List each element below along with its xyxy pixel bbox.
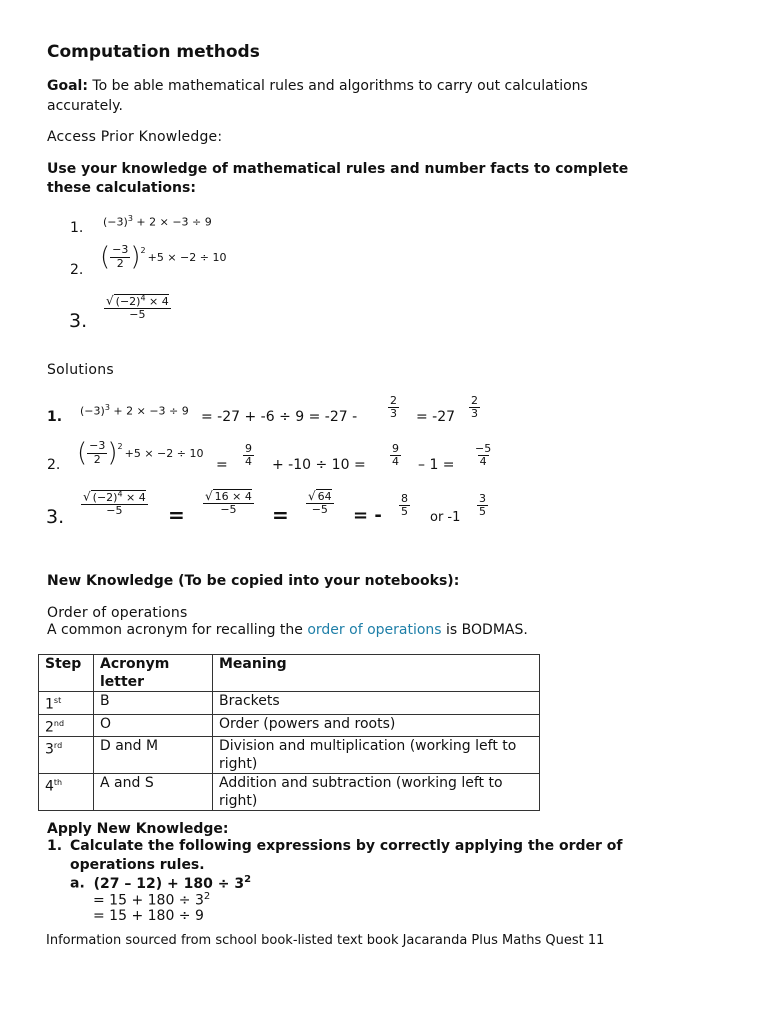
goal-line [47, 78, 588, 94]
footer-source: Information sourced from school book-listed text book Jacaranda Plus Maths Quest 11 [46, 933, 605, 948]
row-letter: A and S [94, 774, 213, 811]
solution-3-r3: 64 [317, 490, 332, 503]
solution-1-base: (−3) [80, 404, 105, 418]
header-step: Step [39, 655, 94, 692]
problem-2-number: 2. [70, 262, 84, 278]
problem-3-radrest: × 4 [145, 294, 169, 308]
solution-1-eq: = -27 + -6 ÷ 9 = -27 - [201, 409, 358, 425]
apply-item-1-number: 1. [47, 838, 63, 854]
solution-3-fraction-1 [81, 490, 148, 517]
solution-3-eq3: = - [353, 505, 382, 526]
goal-text-1: To be able mathematical rules and algorithms to carry out calculations [92, 78, 588, 94]
goal-label: Goal: [47, 78, 88, 94]
row-step: 2nd [39, 714, 94, 737]
problem-1-exp: 3 [127, 214, 133, 223]
apply-a [70, 874, 251, 892]
apply-a-sup: 2 [244, 874, 252, 885]
solution-3-or: or -1 [430, 510, 461, 525]
sqrt-icon: √ [308, 489, 316, 503]
solution-2-expression [77, 440, 203, 466]
solution-2-exp: 2 [117, 442, 123, 451]
solution-1-f1n: 2 [390, 394, 397, 407]
apply-step-1-text: = 15 + 180 ÷ 3 [93, 892, 204, 909]
sqrt-icon: √ [106, 293, 114, 308]
bodmas-table [38, 654, 540, 811]
solution-3-eq-a: = [168, 503, 185, 527]
instruction-line-2: these calculations: [47, 180, 196, 196]
table-header-row [39, 655, 540, 692]
row-meaning: Division and multiplication (working left to right) [213, 737, 540, 774]
solution-3-frac-2 [203, 490, 254, 516]
problem-1-rest: + 2 × −3 ÷ 9 [136, 215, 212, 229]
solution-2-number: 2. [47, 457, 61, 473]
table-row [39, 714, 540, 737]
table-row [39, 737, 540, 774]
solution-2-num: −3 [89, 439, 106, 453]
sqrt-icon: √ [205, 489, 213, 503]
row-letter: O [94, 714, 213, 737]
solution-3-f2n: 3 [479, 492, 486, 505]
solution-3-frac-5 [477, 493, 488, 518]
row-meaning: Brackets [213, 692, 540, 715]
solution-3-f1d: 5 [401, 505, 408, 519]
problem-2-rest: +5 × −2 ÷ 10 [147, 250, 227, 264]
goal-text-2: accurately. [47, 98, 123, 114]
problem-2-exp: 2 [140, 246, 146, 255]
solution-3-f1n: 8 [401, 492, 408, 505]
solution-2-f1d: 4 [245, 455, 252, 469]
row-letter: B [94, 692, 213, 715]
solution-1-f2n: 2 [471, 394, 478, 407]
solution-3-f2d: 5 [479, 505, 486, 519]
problem-2-fraction [110, 244, 130, 269]
solution-3-radrest: × 4 [122, 490, 146, 504]
problem-3-number: 3. [69, 310, 88, 332]
solution-1-f1d: 3 [390, 407, 397, 421]
header-meaning: Meaning [213, 655, 540, 692]
instruction-line-1: Use your knowledge of mathematical rules and number facts to complete [47, 161, 629, 177]
solution-2-f2d: 4 [392, 455, 399, 469]
table-row [39, 774, 540, 811]
apply-a-expr: (27 – 12) + 180 ÷ 3 [93, 875, 245, 892]
solution-2-eq3: – 1 = [418, 457, 455, 473]
sqrt-icon: √ [83, 489, 91, 504]
new-knowledge-heading: New Knowledge (To be copied into your notebooks): [47, 573, 460, 589]
row-meaning: Order (powers and roots) [213, 714, 540, 737]
solution-1-frac-1 [388, 395, 399, 420]
row-step: 3rd [39, 737, 94, 774]
solution-1-eq2: = -27 [416, 409, 456, 425]
problem-3-num [104, 294, 171, 309]
solution-1-exp: 3 [104, 403, 110, 412]
solutions-heading: Solutions [47, 362, 115, 378]
solution-3-d3: −5 [311, 503, 328, 517]
open-paren: ( [100, 242, 111, 272]
solution-3-r2: 16 × 4 [214, 490, 252, 503]
solution-3-fraction-2 [203, 490, 254, 516]
apply-item-1-line-1: Calculate the following expressions by correctly applying the order of [70, 838, 623, 854]
header-acronym: Acronym letter [94, 655, 213, 692]
table-row [39, 692, 540, 715]
solution-3-rad: (−2) [92, 490, 118, 504]
solution-3-num-3 [306, 490, 334, 504]
problem-3-rad: (−2) [115, 294, 141, 308]
solution-2-rest: +5 × −2 ÷ 10 [124, 446, 204, 460]
problem-3-den: −5 [129, 307, 146, 321]
solution-3-number: 3. [46, 506, 65, 528]
close-paren: ) [107, 438, 118, 468]
solution-3-den-1: −5 [106, 503, 123, 517]
acronym-line [47, 622, 528, 638]
solution-3-exp: 4 [117, 489, 123, 498]
solution-3-num-2 [203, 490, 254, 504]
acronym-pre: A common acronym for recalling the [47, 622, 308, 638]
open-paren: ( [77, 438, 88, 468]
apply-a-label: a. [70, 875, 85, 892]
row-step: 4th [39, 774, 94, 811]
solution-2-f3n: −5 [475, 442, 492, 455]
solution-2-frac-1 [243, 443, 254, 468]
solution-1-number: 1. [47, 409, 63, 425]
solution-1-f2d: 3 [471, 407, 478, 421]
solution-1-rest: + 2 × −3 ÷ 9 [113, 404, 189, 418]
solution-3-num-1 [81, 490, 148, 505]
solution-3-frac-4 [399, 493, 410, 518]
problem-3-exp: 4 [140, 293, 146, 302]
problem-2-num: −3 [112, 243, 129, 257]
solution-3-expression [81, 490, 148, 517]
problem-2-den: 2 [116, 256, 124, 270]
solution-2-eq2: + -10 ÷ 10 = [272, 457, 366, 473]
solution-2-frac-2 [390, 443, 401, 468]
problem-3-expression [104, 294, 171, 321]
row-meaning: Addition and subtraction (working left to right) [213, 774, 540, 811]
page-title: Computation methods [47, 42, 260, 62]
row-step: 1st [39, 692, 94, 715]
apply-step-1-sup: 2 [203, 891, 211, 902]
problem-1-expression [103, 214, 212, 229]
apply-heading: Apply New Knowledge: [47, 821, 229, 837]
solution-2-eq: = [216, 457, 228, 473]
solution-3-frac-3 [306, 490, 334, 516]
apply-step-2: = 15 + 180 ÷ 9 [93, 908, 204, 924]
order-of-operations-link[interactable]: order of operations [307, 622, 442, 638]
problem-1-number: 1. [70, 220, 84, 236]
solution-2-den: 2 [93, 452, 101, 466]
apply-step-1 [93, 891, 210, 909]
solution-3-eq-b: = [272, 503, 289, 527]
solution-3-fraction-3 [306, 490, 334, 516]
solution-2-fraction [87, 440, 107, 465]
solution-3-d2: −5 [220, 503, 237, 517]
close-paren: ) [130, 242, 141, 272]
acronym-post: is BODMAS. [441, 622, 528, 638]
solution-2-f3d: 4 [479, 455, 487, 469]
solution-2-f1n: 9 [245, 442, 252, 455]
problem-1-base: (−3) [103, 215, 128, 229]
problem-2-expression [100, 244, 226, 270]
apply-item-1-line-2: operations rules. [70, 857, 205, 873]
problem-3-fraction [104, 294, 171, 321]
solution-2-f2n: 9 [392, 442, 399, 455]
solution-1-expression [80, 403, 189, 418]
row-letter: D and M [94, 737, 213, 774]
order-heading: Order of operations [47, 605, 188, 621]
access-heading: Access Prior Knowledge: [47, 129, 223, 145]
solution-2-frac-3 [473, 443, 493, 468]
solution-1-frac-2 [469, 395, 480, 420]
